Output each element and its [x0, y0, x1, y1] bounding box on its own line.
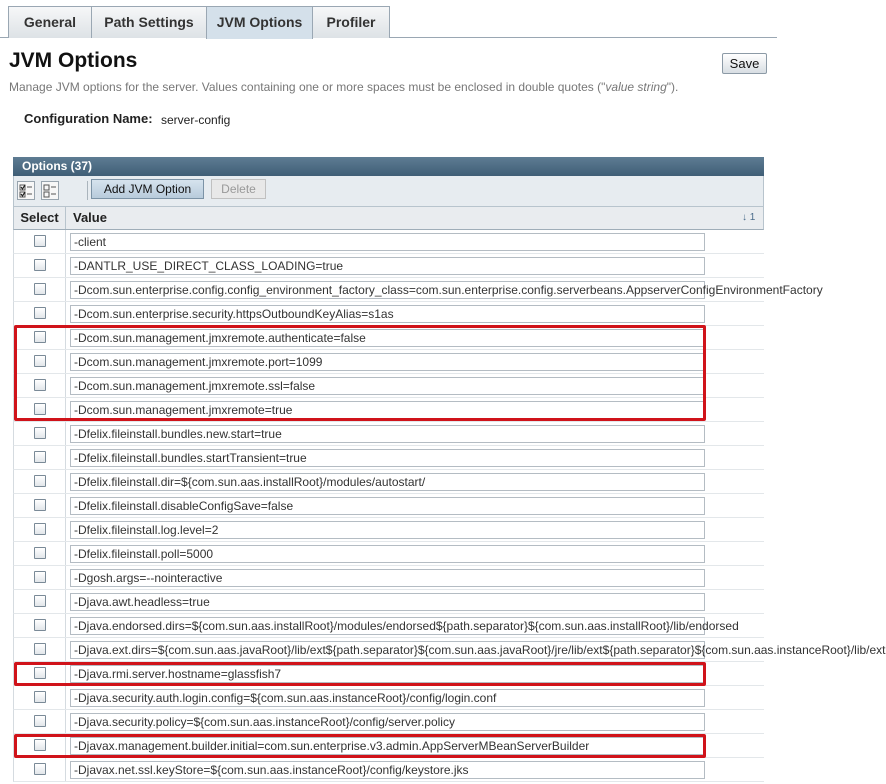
select-cell — [14, 470, 66, 493]
option-value-input[interactable]: -Djava.awt.headless=true — [70, 593, 705, 611]
select-cell — [14, 446, 66, 469]
select-cell — [14, 686, 66, 709]
row-checkbox[interactable] — [34, 619, 46, 631]
option-value-input[interactable]: -Djavax.management.builder.initial=com.sun.enterprise.v3.admin.AppServerMBeanServerBuilder — [70, 737, 705, 755]
row-checkbox[interactable] — [34, 379, 46, 391]
row-checkbox[interactable] — [34, 259, 46, 271]
option-value-input[interactable]: -Djava.rmi.server.hostname=glassfish7 — [70, 665, 705, 683]
option-value-input[interactable]: -Dcom.sun.management.jmxremote=true — [70, 401, 705, 419]
select-cell — [14, 398, 66, 421]
select-all-icon[interactable] — [17, 181, 35, 200]
option-value-input[interactable]: -Djava.security.policy=${com.sun.aas.instanceRoot}/config/server.policy — [70, 713, 705, 731]
table-row — [13, 590, 764, 614]
tab-profiler[interactable]: Profiler — [312, 6, 390, 38]
select-cell — [14, 374, 66, 397]
table-row — [13, 326, 764, 350]
select-cell — [14, 350, 66, 373]
table-row — [13, 518, 764, 542]
select-cell — [14, 710, 66, 733]
row-checkbox[interactable] — [34, 763, 46, 775]
sort-indicator-icon[interactable]: ↓ 1 — [742, 212, 756, 223]
row-checkbox[interactable] — [34, 523, 46, 535]
row-checkbox[interactable] — [34, 475, 46, 487]
option-value-input[interactable]: -Djavax.net.ssl.keyStore=${com.sun.aas.instanceRoot}/config/keystore.jks — [70, 761, 705, 779]
row-checkbox[interactable] — [34, 643, 46, 655]
row-checkbox[interactable] — [34, 283, 46, 295]
table-row — [13, 374, 764, 398]
select-cell — [14, 278, 66, 301]
table-row — [13, 422, 764, 446]
row-checkbox[interactable] — [34, 235, 46, 247]
table-row — [13, 350, 764, 374]
column-header-select: Select — [14, 207, 66, 229]
row-checkbox[interactable] — [34, 667, 46, 679]
option-value-input[interactable]: -Dfelix.fileinstall.poll=5000 — [70, 545, 705, 563]
tab-jvm-options[interactable]: JVM Options — [206, 6, 313, 39]
row-checkbox[interactable] — [34, 571, 46, 583]
option-value-input[interactable]: -Djava.ext.dirs=${com.sun.aas.javaRoot}/lib/ext${path.separator}${com.sun.aas.javaRoot}/jre/lib/ext${path.separator}${com.sun.aas.instanceRoot}/lib/ext — [70, 641, 705, 659]
option-value-input[interactable]: -Djava.security.auth.login.config=${com.sun.aas.instanceRoot}/config/login.conf — [70, 689, 705, 707]
row-checkbox[interactable] — [34, 547, 46, 559]
help-text: Manage JVM options for the server. Values containing one or more spaces must be enclosed in double quotes ("value string"). — [9, 80, 679, 94]
table-row — [13, 254, 764, 278]
save-button[interactable]: Save — [722, 53, 767, 74]
table-row — [13, 758, 764, 782]
select-cell — [14, 542, 66, 565]
delete-button: Delete — [211, 179, 266, 199]
option-value-input[interactable]: -Dcom.sun.management.jmxremote.ssl=false — [70, 377, 705, 395]
select-cell — [14, 302, 66, 325]
table-row — [13, 278, 823, 302]
table-row — [13, 614, 764, 638]
add-jvm-option-button[interactable]: Add JVM Option — [91, 179, 204, 199]
table-row — [13, 494, 764, 518]
row-checkbox[interactable] — [34, 451, 46, 463]
table-row — [13, 566, 764, 590]
option-value-input[interactable]: -Dgosh.args=--nointeractive — [70, 569, 705, 587]
option-value-input[interactable]: -Dfelix.fileinstall.log.level=2 — [70, 521, 705, 539]
toolbar-separator — [87, 181, 88, 200]
deselect-all-icon[interactable] — [41, 181, 59, 200]
option-value-input[interactable]: -Dfelix.fileinstall.bundles.startTransient=true — [70, 449, 705, 467]
tab-general[interactable]: General — [8, 6, 92, 38]
select-cell — [14, 254, 66, 277]
table-row — [13, 446, 764, 470]
select-cell — [14, 590, 66, 613]
tab-bar — [0, 0, 777, 38]
table-row — [13, 686, 764, 710]
option-value-input[interactable]: -Dcom.sun.enterprise.security.httpsOutboundKeyAlias=s1as — [70, 305, 705, 323]
select-cell — [14, 566, 66, 589]
table-row — [13, 734, 764, 758]
column-header-value[interactable]: Value — [73, 210, 107, 225]
row-checkbox[interactable] — [34, 331, 46, 343]
option-value-input[interactable]: -Dcom.sun.management.jmxremote.authenticate=false — [70, 329, 705, 347]
table-row — [13, 470, 764, 494]
row-checkbox[interactable] — [34, 403, 46, 415]
table-row — [13, 542, 764, 566]
configuration-name-value: server-config — [161, 113, 231, 127]
row-checkbox[interactable] — [34, 715, 46, 727]
row-checkbox[interactable] — [34, 499, 46, 511]
option-value-input[interactable]: -client — [70, 233, 705, 251]
option-value-input[interactable]: -DANTLR_USE_DIRECT_CLASS_LOADING=true — [70, 257, 705, 275]
select-cell — [14, 614, 66, 637]
configuration-name-label: Configuration Name: — [24, 111, 153, 126]
row-checkbox[interactable] — [34, 427, 46, 439]
options-table-title: Options (37) — [13, 157, 764, 176]
select-cell — [14, 662, 66, 685]
table-row — [13, 638, 886, 662]
option-value-input[interactable]: -Dfelix.fileinstall.dir=${com.sun.aas.installRoot}/modules/autostart/ — [70, 473, 705, 491]
table-toolbar — [13, 176, 764, 206]
select-cell — [14, 230, 66, 253]
table-row — [13, 398, 764, 422]
row-checkbox[interactable] — [34, 739, 46, 751]
select-cell — [14, 758, 66, 781]
select-cell — [14, 518, 66, 541]
table-row — [13, 710, 764, 734]
tab-path-settings[interactable]: Path Settings — [91, 6, 207, 38]
select-cell — [14, 638, 66, 661]
table-row — [13, 302, 764, 326]
select-cell — [14, 494, 66, 517]
row-checkbox[interactable] — [34, 691, 46, 703]
row-checkbox[interactable] — [34, 307, 46, 319]
page-title: JVM Options — [9, 49, 138, 72]
row-checkbox[interactable] — [34, 595, 46, 607]
select-cell — [14, 734, 66, 757]
option-value-input[interactable]: -Dcom.sun.enterprise.config.config_environment_factory_class=com.sun.enterprise.config.serverbeans.AppserverConfigEnvironmentFactory — [70, 281, 705, 299]
option-value-input[interactable]: -Djava.endorsed.dirs=${com.sun.aas.installRoot}/modules/endorsed${path.separator}${com.sun.aas.installRoot}/lib/endorsed — [70, 617, 705, 635]
option-value-input[interactable]: -Dcom.sun.management.jmxremote.port=1099 — [70, 353, 705, 371]
table-row — [13, 662, 764, 686]
options-table-body — [13, 230, 886, 782]
row-checkbox[interactable] — [34, 355, 46, 367]
option-value-input[interactable]: -Dfelix.fileinstall.bundles.new.start=true — [70, 425, 705, 443]
select-cell — [14, 422, 66, 445]
option-value-input[interactable]: -Dfelix.fileinstall.disableConfigSave=false — [70, 497, 705, 515]
column-header-row — [13, 206, 764, 230]
table-row — [13, 230, 764, 254]
select-cell — [14, 326, 66, 349]
